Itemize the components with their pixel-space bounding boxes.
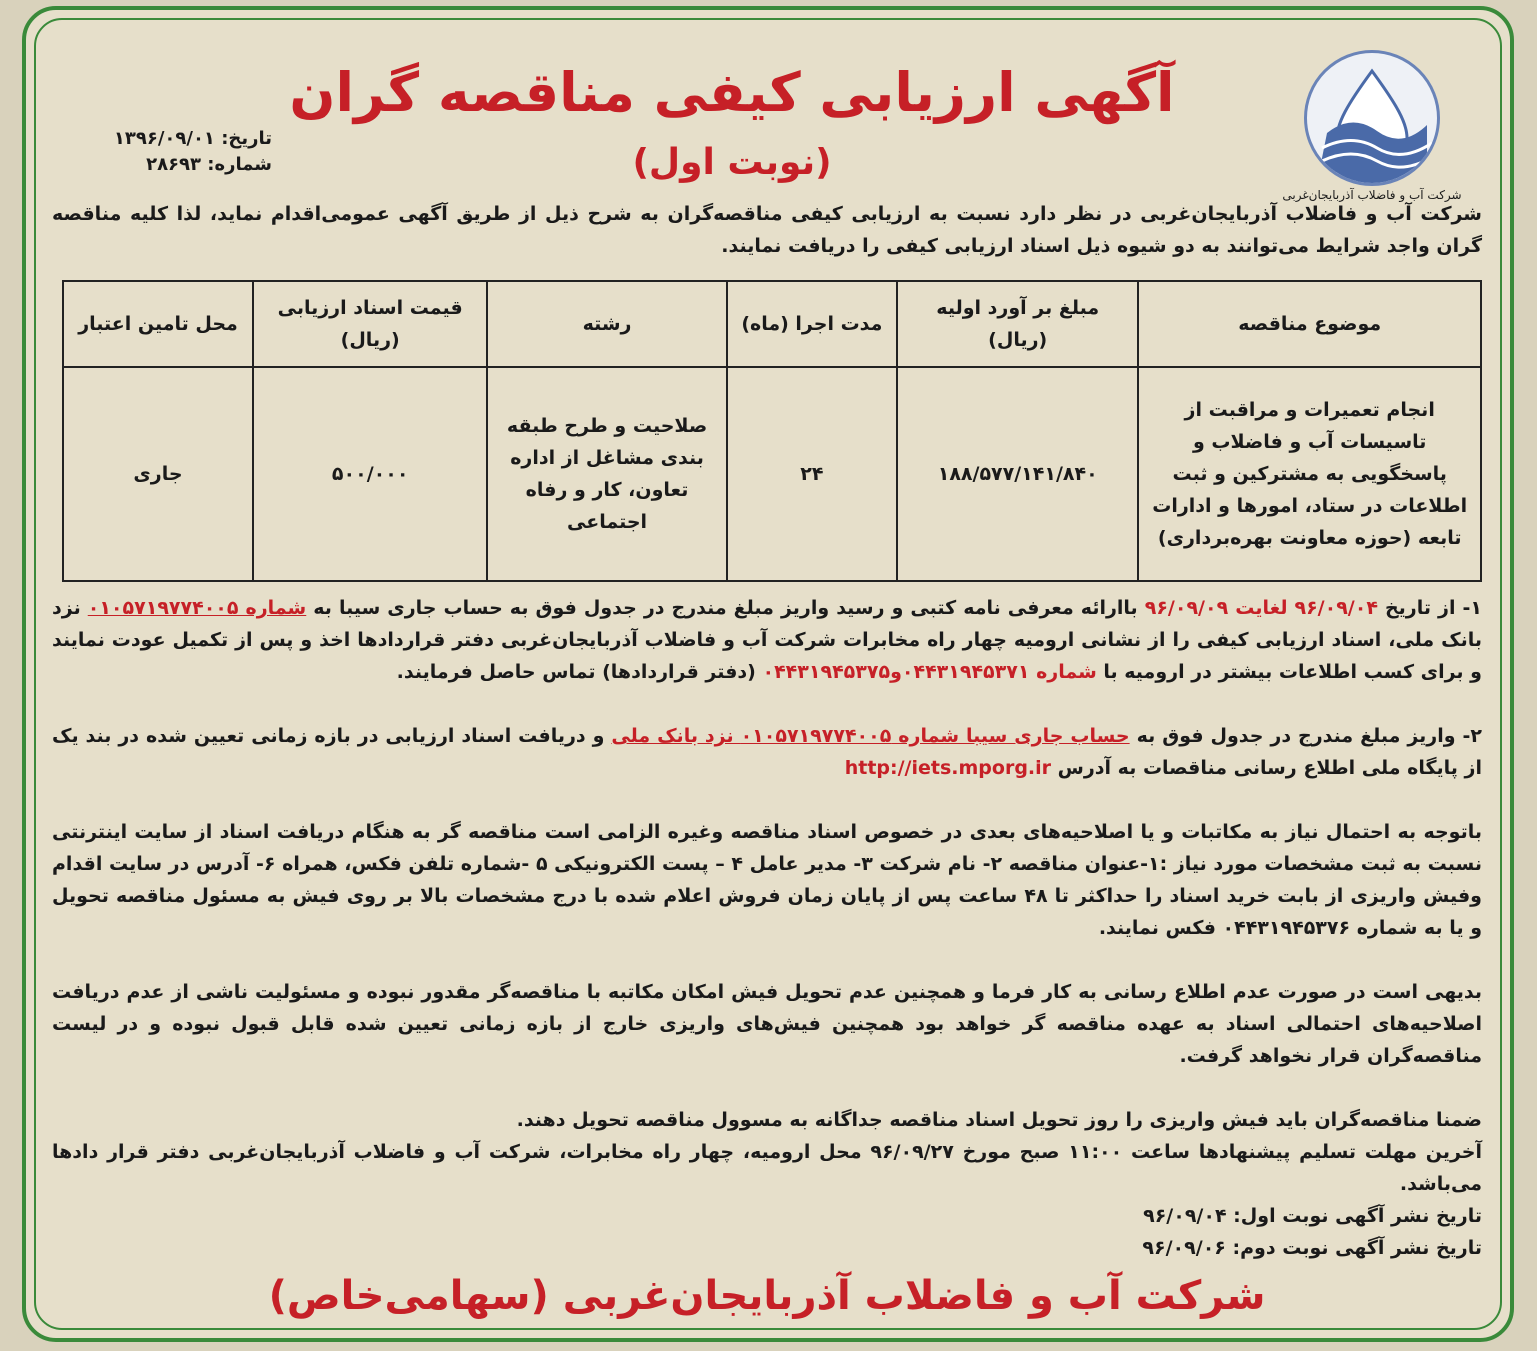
p2-account: حساب جاری سیبا شماره ۰۱۰۵۷۱۹۷۷۴۰۰۵ نزد بانک ملی (611, 725, 1130, 747)
cell-field: صلاحیت و طرح طبقه بندی مشاغل از اداره تعاون، کار و رفاه اجتماعی (487, 367, 726, 581)
publication-date-2: تاریخ نشر آگهی نوبت دوم: ۹۶/۰۹/۰۶ (1142, 1237, 1482, 1259)
p1-phone-numbers: شماره ۰۴۴۳۱۹۴۵۳۷۱و۰۴۴۳۱۹۴۵۳۷۵ (762, 661, 1097, 683)
header-fund: محل تامین اعتبار (63, 281, 253, 367)
p2-text-c: و دریافت اسناد ارزیابی در بازه زمانی تعیین شده در بند یک از پایگاه ملی اطلاع رسانی مناقصات به آدرس (52, 725, 1482, 779)
cell-duration: ۲۴ (727, 367, 897, 581)
water-drop-logo-icon (1304, 50, 1440, 186)
table-row (63, 367, 1481, 581)
header-duration: مدت اجرا (ماه) (727, 281, 897, 367)
paragraph-2 (52, 720, 1482, 784)
paragraph-6: آخرین مهلت تسلیم پیشنهادها ساعت ۱۱:۰۰ صبح مورخ ۹۶/۰۹/۲۷ محل ارومیه، چهار راه مخابرات، شرکت آب و فاضلاب آذربایجان‌غربی دفتر قرار دادها می‌باشد. (52, 1141, 1483, 1195)
paragraph-1 (52, 592, 1482, 688)
p1-account-number: شماره ۰۱۰۵۷۱۹۷۷۴۰۰۵ (87, 597, 307, 619)
p1-text-c: باارائه معرفی نامه کتبی و رسید واریز مبلغ مندرج در جدول فوق به حساب جاری سیبا به (306, 597, 1145, 619)
company-logo (1272, 50, 1472, 200)
portal-link[interactable]: http://iets.mporg.ir (844, 757, 1052, 779)
cell-subject: انجام تعمیرات و مراقبت از تاسیسات آب و فاضلاب و پاسخگویی به مشترکین و ثبت اطلاعات در ستاد، امورها و ادارات تابعه (حوزه معاونت بهره‌برداری) (1138, 367, 1481, 581)
announcement-subtitle: (نوبت اول) (632, 142, 832, 183)
table-header-row (63, 281, 1481, 367)
company-signature: شرکت آب و فاضلاب آذربایجان‌غربی (سهامی‌خاص) (268, 1273, 1266, 1319)
paragraph-3: باتوجه به احتمال نیاز به مکاتبات و یا اصلاحیه‌های بعدی در خصوص اسناد مناقصه وغیره الزامی است مناقصه گر به هنگام دریافت اسناد از سایت اینترنتی نسبت به ثبت مشخصات مورد نیاز :۱-عنوان مناقصه ۲- نام شرکت ۳- مدیر عامل ۴ – پست الکترونیکی ۵ -شماره تلفن فکس، همراه ۶- آدرس در سایت اقدام وفیش واریزی از بابت خرید اسناد را حداکثر تا ۴۸ ساعت پس از پایان زمان فروش اعلام شده با درج مشخصات بالا بر روی فیش به مسئول مناقصه تحویل و یا به شماره ۰۴۴۳۱۹۴۵۳۷۶ فکس نمایند. (52, 821, 1482, 939)
tender-table (62, 280, 1482, 582)
header-subject: موضوع مناقصه (1138, 281, 1481, 367)
header-amount: مبلغ بر آورد اولیه (ریال) (897, 281, 1138, 367)
intro-paragraph: شرکت آب و فاضلاب آذربایجان‌غربی در نظر دارد نسبت به ارزیابی کیفی مناقصه‌گران به شرح ذیل از طریق آگهی عمومی‌اقدام نماید، لذا کلیه مناقصه گران واجد شرایط می‌توانند به دو شیوه ذیل اسناد ارزیابی کیفی را دریافت نمایند. (52, 203, 1482, 257)
header-field: رشته (487, 281, 726, 367)
logo-caption: شرکت آب و فاضلاب آذربایجان‌غربی (1282, 188, 1462, 202)
announcement (52, 30, 1482, 1330)
number-line: شماره: ۲۸۶۹۳ (146, 154, 272, 175)
cell-price: ۵۰۰/۰۰۰ (253, 367, 487, 581)
publication-date-1: تاریخ نشر آگهی نوبت اول: ۹۶/۰۹/۰۴ (1143, 1205, 1482, 1227)
paragraph-5: ضمنا مناقصه‌گران باید فیش واریزی را روز تحویل اسناد مناقصه جداگانه به مسوول مناقصه تحویل دهند. (516, 1109, 1482, 1131)
paragraph-4: بدیهی است در صورت عدم اطلاع رسانی به کار فرما و همچنین عدم تحویل فیش امکان مکاتبه با مناقصه‌گر مقدور نبوده و مسئولیت ناشی از عدم دریافت اصلاحیه‌های احتمالی اسناد به عهده مناقصه گر خواهد بود همچنین فیش‌های واریزی خارج از بازه زمانی تعیین شده قابل قبول نبوده و در لیست مناقصه‌گران قرار نخواهد گرفت. (52, 981, 1482, 1067)
announcement-title: آگهی ارزیابی کیفی مناقصه گران (289, 61, 1175, 124)
p1-text-e: نزد بانک ملی، اسناد ارزیابی کیفی را از نشانی ارومیه چهار راه مخابرات شرکت آب و فاضلاب آذربایجان‌غربی دفتر قراردادها اخذ و پس از تکمیل عودت نمایند و برای کسب اطلاعات بیشتر در ارومیه با (52, 597, 1482, 683)
p1-date-range: ۹۶/۰۹/۰۴ لغایت ۹۶/۰۹/۰۹ (1144, 597, 1378, 619)
p2-text-a: ۲- واریز مبلغ مندرج در جدول فوق به (1129, 725, 1483, 747)
p1-text-g: (دفتر قراردادها) تماس حاصل فرمایند. (396, 661, 763, 683)
cell-fund: جاری (63, 367, 253, 581)
cell-amount: ۱۸۸/۵۷۷/۱۴۱/۸۴۰ (897, 367, 1138, 581)
p1-text-a: ۱- از تاریخ (1377, 597, 1483, 619)
header-price: قیمت اسناد ارزیابی (ریال) (253, 281, 487, 367)
meta-block (52, 126, 272, 178)
date-line: تاریخ: ۱۳۹۶/۰۹/۰۱ (113, 128, 272, 149)
